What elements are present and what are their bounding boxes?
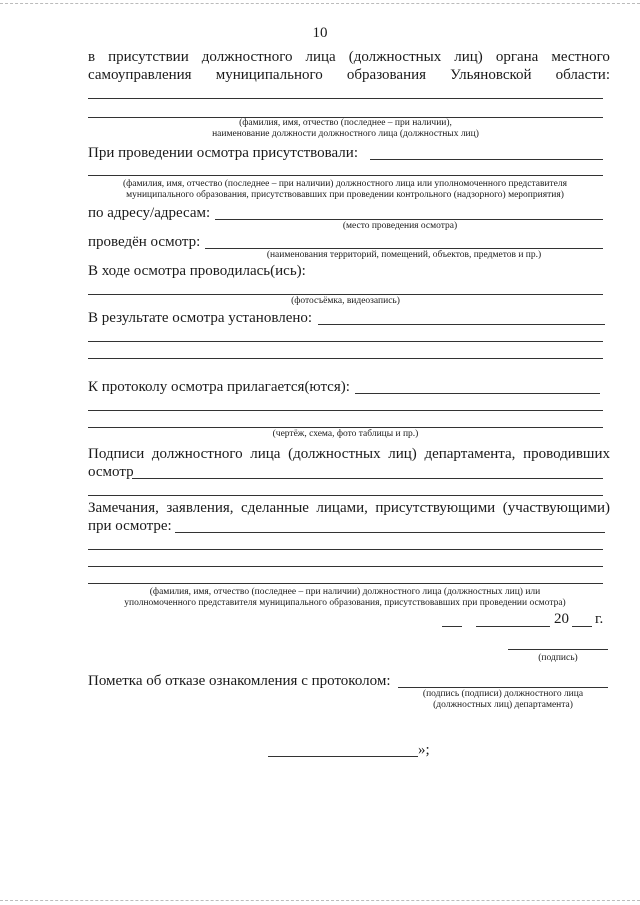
date-day-field[interactable] bbox=[442, 626, 462, 627]
remarks-line-1: Замечания, заявления, сделанные лицами, присутствующими (участвующими) bbox=[88, 500, 610, 516]
attendees-line-1[interactable] bbox=[370, 159, 603, 160]
remarks-field-3[interactable] bbox=[88, 566, 603, 567]
inspected-line[interactable] bbox=[205, 248, 603, 249]
attachments-line-1[interactable] bbox=[355, 393, 600, 394]
attachments-caption: (чертёж, схема, фото таблицы и пр.) bbox=[272, 429, 419, 439]
date-month-field[interactable] bbox=[476, 626, 550, 627]
refusal-label: Пометка об отказе ознакомления с протоколом: bbox=[88, 673, 391, 689]
findings-label: В результате осмотра установлено: bbox=[88, 310, 313, 326]
closing-field[interactable] bbox=[268, 756, 418, 757]
address-label: по адресу/адресам: bbox=[88, 205, 211, 221]
signature-caption: (подпись) bbox=[538, 653, 578, 663]
date-year-suffix: г. bbox=[595, 611, 604, 627]
refusal-field[interactable] bbox=[398, 687, 608, 688]
signatures-field-1[interactable] bbox=[132, 478, 603, 479]
remarks-line-2: при осмотре: bbox=[88, 518, 172, 534]
signatures-field-2[interactable] bbox=[88, 495, 603, 496]
media-label: В ходе осмотра проводилась(ись): bbox=[88, 263, 306, 279]
attendees-label: При проведении осмотра присутствовали: bbox=[88, 145, 358, 161]
top-edge bbox=[0, 3, 640, 4]
attendees-line-2[interactable] bbox=[88, 175, 603, 176]
official-caption-1: (фамилия, имя, отчество (последнее – при наличии), bbox=[239, 118, 452, 128]
remarks-field-1[interactable] bbox=[175, 532, 605, 533]
media-line[interactable] bbox=[88, 294, 603, 295]
closing-quote: »; bbox=[418, 742, 430, 758]
inspected-label: проведён осмотр: bbox=[88, 234, 201, 250]
attachments-line-3[interactable] bbox=[88, 427, 603, 428]
media-caption: (фотосъёмка, видеозапись) bbox=[291, 296, 400, 306]
signatures-line-2: осмотр bbox=[88, 464, 134, 480]
page-number: 10 bbox=[312, 25, 328, 41]
remarks-field-4[interactable] bbox=[88, 583, 603, 584]
remarks-caption-1: (фамилия, имя, отчество (последнее – при наличии) должностного лица (должностных лиц) или bbox=[149, 587, 541, 597]
official-line-1[interactable] bbox=[88, 98, 603, 99]
remarks-field-2[interactable] bbox=[88, 549, 603, 550]
findings-line-1[interactable] bbox=[318, 324, 605, 325]
findings-line-2[interactable] bbox=[88, 341, 603, 342]
remarks-caption-2: уполномоченного представителя муниципального образования, присутствовавших при проведении осмотра) bbox=[124, 598, 566, 608]
address-line[interactable] bbox=[215, 219, 603, 220]
attendees-caption-1: (фамилия, имя, отчество (последнее – при наличии) должностного лица или уполномоченного представителя bbox=[122, 179, 567, 189]
signature-field[interactable] bbox=[508, 649, 608, 650]
date-year-prefix: 20 bbox=[554, 611, 569, 627]
official-caption-2: наименование должности должностного лица (должностных лиц) bbox=[212, 129, 479, 139]
bottom-edge bbox=[0, 900, 640, 901]
attachments-line-2[interactable] bbox=[88, 410, 603, 411]
intro-line-1: в присутствии должностного лица (должностных лиц) органа местного bbox=[88, 49, 610, 65]
refusal-caption-1: (подпись (подписи) должностного лица bbox=[422, 689, 584, 699]
refusal-caption-2: (должностных лиц) департамента) bbox=[433, 700, 573, 710]
signatures-line-1: Подписи должностного лица (должностных лиц) департамента, проводивших bbox=[88, 446, 610, 462]
inspected-caption: (наименования территорий, помещений, объектов, предметов и пр.) bbox=[266, 250, 542, 260]
address-caption: (место проведения осмотра) bbox=[342, 221, 458, 231]
date-year-field[interactable] bbox=[572, 626, 592, 627]
intro-line-2: самоуправления муниципального образования Ульяновской области: bbox=[88, 67, 610, 83]
attachments-label: К протоколу осмотра прилагается(ются): bbox=[88, 379, 350, 395]
attendees-caption-2: муниципального образования, присутствовавших при проведении контрольного (надзорного) мероприятия) bbox=[126, 190, 564, 200]
findings-line-3[interactable] bbox=[88, 358, 603, 359]
